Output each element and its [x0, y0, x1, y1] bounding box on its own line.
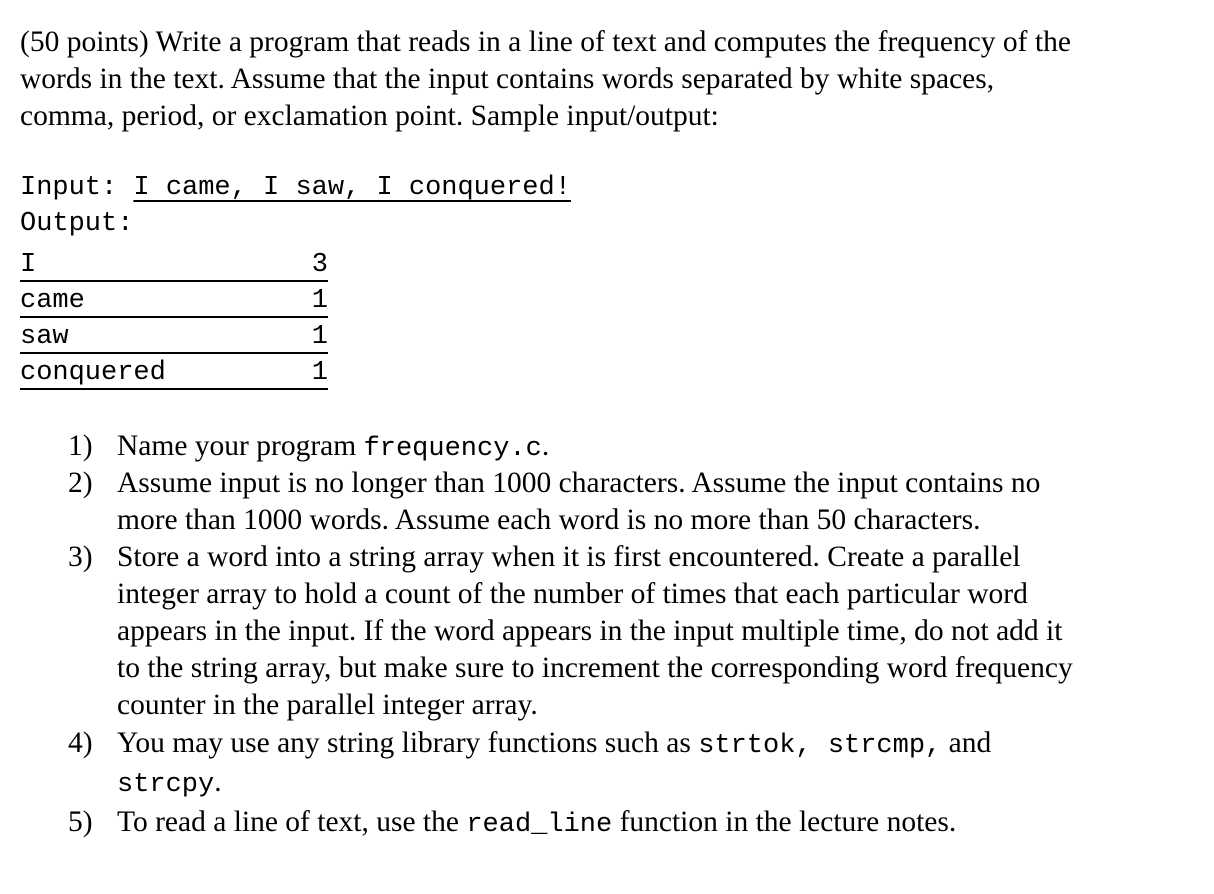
item-text: function in the lecture notes. — [612, 806, 957, 838]
intro-line: (50 points) Write a program that reads in a line of text and computes the frequency of the — [20, 26, 1071, 58]
item-text: Name your program — [117, 430, 364, 462]
word-cell: conquered — [20, 358, 166, 388]
list-item — [117, 764, 222, 804]
item-text: You may use any string library functions such as — [117, 727, 699, 759]
item-text: . — [541, 430, 550, 462]
list-number: 3) — [68, 541, 93, 573]
word-cell: I — [20, 250, 37, 280]
table-row — [20, 280, 328, 318]
word-cell: came — [20, 286, 85, 316]
item-text: and — [941, 727, 992, 759]
list-item: more than 1000 words. Assume each word is no more than 50 characters. — [117, 504, 981, 536]
intro-line: comma, period, or exclamation point. Sample input/output: — [20, 100, 719, 132]
code-text: strcpy — [117, 770, 215, 800]
table-row — [20, 316, 328, 354]
list-number: 1) — [68, 430, 93, 462]
list-item — [117, 725, 991, 765]
code-text: strtok, strcmp, — [698, 731, 942, 761]
count-cell: 1 — [311, 322, 328, 352]
input-line — [20, 170, 571, 207]
table-row — [20, 352, 328, 390]
list-item: Assume input is no longer than 1000 characters. Assume the input contains no — [117, 467, 1041, 499]
code-text: read_line — [466, 810, 613, 840]
list-item — [117, 804, 956, 844]
word-cell: saw — [20, 322, 69, 352]
table-row — [20, 244, 328, 282]
item-text: . — [214, 766, 222, 798]
input-value: I came, I saw, I conquered! — [133, 173, 571, 203]
input-label: Input: — [20, 173, 134, 203]
list-item — [117, 428, 549, 468]
count-cell: 1 — [311, 358, 328, 388]
count-cell: 1 — [311, 286, 328, 316]
intro-line: words in the text. Assume that the input contains words separated by white spaces, — [20, 63, 995, 95]
code-text: frequency.c — [363, 434, 542, 464]
count-cell: 3 — [311, 250, 328, 280]
list-number: 5) — [68, 806, 93, 838]
list-number: 2) — [68, 467, 93, 499]
list-item: to the string array, but make sure to increment the corresponding word frequency — [117, 652, 1073, 684]
list-item: Store a word into a string array when it is first encountered. Create a parallel — [117, 541, 1021, 573]
list-number: 4) — [68, 727, 93, 759]
output-label: Output: — [20, 209, 134, 239]
list-item: appears in the input. If the word appears in the input multiple time, do not add it — [117, 615, 1063, 647]
list-item: integer array to hold a count of the number of times that each particular word — [117, 578, 1028, 610]
list-item: counter in the parallel integer array. — [117, 689, 538, 721]
item-text: To read a line of text, use the — [117, 806, 467, 838]
